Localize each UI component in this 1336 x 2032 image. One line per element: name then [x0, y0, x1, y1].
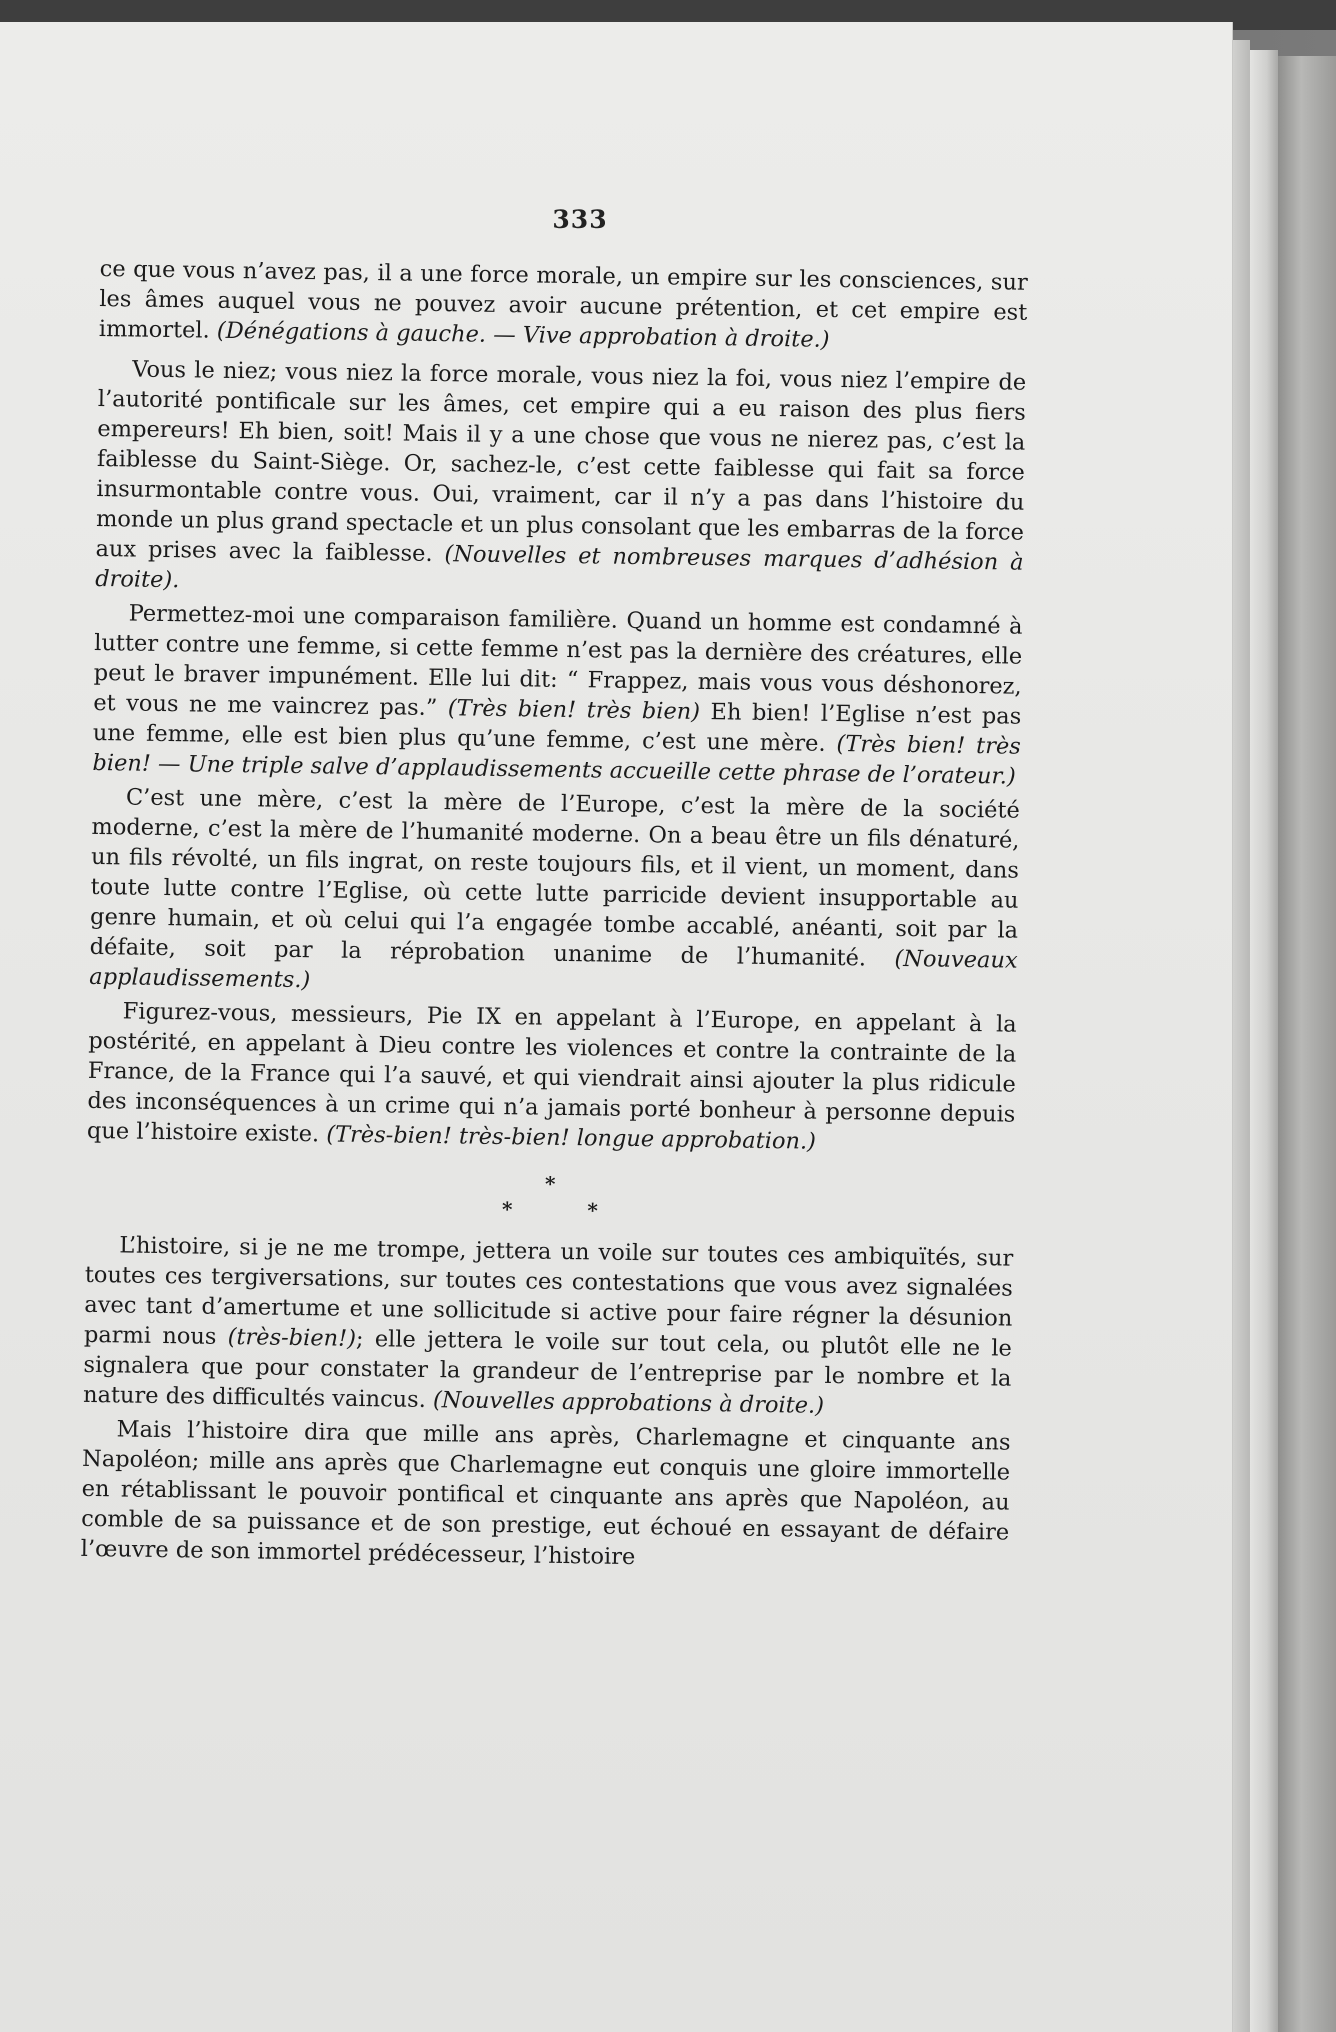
- paragraph: [87, 996, 1017, 1160]
- paragraph-text: Mais l’histoire dira que mille ans après, Charlemagne et cinquante ans Napoléon; mille ans après que Charlemagne eut conquis une gloire immortelle en rétablissant le pouvoir pontifical et cinquante ans après que Napoléon, au comble de sa puissance et de son prestige, eut échoué en essayant de défaire l’œuvre de son immortel prédécesseur, l’histoire: [80, 1416, 1011, 1571]
- paragraph: [89, 782, 1020, 1006]
- paragraph: [95, 354, 1026, 608]
- parliamentary-reaction: (Très bien! très bien! — Une triple salve d’applaudissements accueille cette phrase de l’orateur.): [92, 730, 1021, 790]
- paragraph: [92, 598, 1023, 792]
- paragraph: [81, 1414, 1011, 1578]
- paragraph-text: Permettez-moi une comparaison familière. Quand un homme est condamné à lutter contre une femme, si cette femme n’est pas la dernière des créatures, elle peut le braver impunément. Elle lui dit: “ Frappez, mais vous vous déshonorez, et vous ne me vaincrez pas.”: [93, 600, 1023, 722]
- paragraph-text: Vous le niez; vous niez la force morale, vous niez la foi, vous niez l’empire de l’autorité pontificale sur les âmes, cet empire qui a eu raison des plus fiers empereurs! Eh bien, soit! Mais il y a une chose que vous ne nierez pas, c’est la faiblesse du Saint-Siège. Or, sachez-le, c’est cette faiblesse qui fait sa force insurmontable contre vous. Oui, vraiment, car il n’y a pas dans l’histoire du monde un plus grand spectacle et un plus consolant que les embarras de la force aux prises avec la faiblesse.: [95, 356, 1027, 567]
- paragraph: [99, 254, 1028, 358]
- paragraph-text: ce que vous n’avez pas, il a une force morale, un empire sur les consciences, sur les âmes auquel vous ne pouvez avoir aucune prétention, et cet empire est immortel.: [98, 255, 1028, 344]
- paragraph-text: Figurez-vous, messieurs, Pie IX en appelant à l’Europe, en appelant à la postérité, en appelant à Dieu contre les violences et contre la contrainte de la France, de la France qui l’a sauvé, et qui viendrait ainsi ajouter la plus ridicule des inconséquences à un crime qui n’a jamais porté bonheur à personne depuis que l’histoire existe.: [86, 998, 1017, 1148]
- parliamentary-reaction: (Très-bien! très-bien! longue approbation.): [326, 1121, 817, 1155]
- book-page: [0, 22, 1233, 2032]
- parliamentary-reaction: (Dénégations à gauche. — Vive approbation à droite.): [216, 317, 830, 353]
- separator-asterisks: * *: [501, 1197, 632, 1223]
- paragraph-text: ; elle jettera le voile sur tout cela, ou plutôt elle ne le signalera que pour constater la grandeur de l’entreprise par le nombre et la nature des difficultés vaincus.: [82, 1325, 1013, 1413]
- page-stack-edge: [1232, 40, 1250, 2032]
- paragraph-text: L’histoire, si je ne me trompe, jettera un voile sur toutes ces ambiquïtés, sur toutes ces tergiversations, sur toutes ces contestations que vous avez signalées avec tant d’amertume et une sollicitude si active pour faire régner la désunion parmi nous: [83, 1232, 1014, 1350]
- page-number: 333: [552, 205, 608, 234]
- parliamentary-reaction: (Nouvelles approbations à droite.): [432, 1387, 825, 1419]
- parliamentary-reaction: (Nouvelles et nombreuses marques d’adhésion à droite).: [94, 541, 1024, 594]
- page-body: [81, 254, 1028, 1582]
- section-separator: [86, 1164, 1015, 1230]
- separator-asterisk: *: [544, 1171, 556, 1196]
- parliamentary-reaction: (Nouveaux applaudissements.): [89, 945, 1018, 994]
- paragraph: [83, 1230, 1014, 1424]
- parliamentary-reaction: (Très bien! très bien): [447, 695, 701, 725]
- page-stack-edge: [1250, 50, 1278, 2032]
- paragraph-text: C’est une mère, c’est la mère de l’Europe, c’est la mère de la société moderne, c’est la mère de l’humanité moderne. On a beau être un fils dénaturé, un fils révolté, un fils ingrat, on reste toujours fils, et il vient, un moment, dans toute lutte contre l’Eglise, où cette lutte parricide devient insupportable au genre humain, et où celui qui l’a engagée tombe accablé, anéanti, soit par la défaite, soit par la réprobation unanime de l’humanité.: [89, 784, 1021, 972]
- parliamentary-reaction: (très-bien!): [227, 1324, 357, 1352]
- page-stack-edge: [1278, 56, 1336, 2032]
- paragraph-text: Eh bien! l’Eglise n’est pas une femme, elle est bien plus qu’une femme, c’est une mère.: [92, 699, 1022, 757]
